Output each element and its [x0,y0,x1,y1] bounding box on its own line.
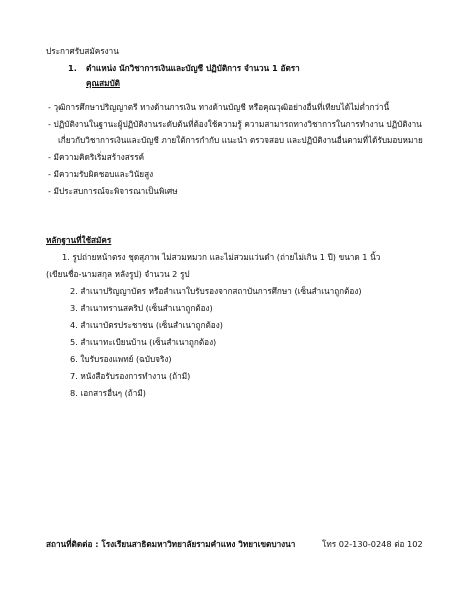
document-item: 4. สำเนาบัตรประชาชน (เซ็นสำเนาถูกต้อง) [70,320,223,330]
announcement-title: ประกาศรับสมัครงาน [46,46,119,56]
qualification-item: - วุฒิการศึกษาปริญญาตรี ทางด้านการเงิน ทางด้านบัญชี หรือคุณวุฒิอย่างอื่นที่เทียบได้ไม่ต่ำกว่านี้ [48,102,390,112]
qualification-item-continued: เกี่ยวกับวิชาการเงินและบัญชี ภายใต้การกำกับ แนะนำ ตรวจสอบ และปฏิบัติงานอื่นตามที่ได้รับมอบหมาย [58,135,423,145]
qualification-item: - ปฏิบัติงานในฐานะผู้ปฏิบัติงานระดับต้นที่ต้องใช้ความรู้ ความสามารถทางวิชาการในการทำงาน ปฏิบัติงาน [48,119,422,129]
document-item: 2. สำเนาปริญญาบัตร หรือสำเนาใบรับรองจากสถาบันการศึกษา (เซ็นสำเนาถูกต้อง) [70,286,362,296]
position-number: 1. [68,63,77,73]
document-item: 3. สำเนาทรานสคริป (เซ็นสำเนาถูกต้อง) [70,303,213,313]
position-heading [68,64,300,73]
documents-heading: หลักฐานที่ใช้สมัคร [46,235,112,245]
qualifications-heading: คุณสมบัติ [86,78,120,88]
document-item: 1. รูปถ่ายหน้าตรง ชุดสุภาพ ไม่สวมหมวก และไม่สวมแว่นดำ (ถ่ายไม่เกิน 1 ปี) ขนาด 1 นิ้ว [62,252,381,262]
document-item: 7. หนังสือรับรองการทำงาน (ถ้ามี) [70,371,191,381]
qualification-item: - มีความรับผิดชอบและวินัยสูง [48,169,154,179]
document-item: 8. เอกสารอื่นๆ (ถ้ามี) [70,388,146,398]
qualification-item: - มีความคิดริเริ่มสร้างสรรค์ [48,152,145,162]
document-item: 5. สำเนาทะเบียนบ้าน (เซ็นสำเนาถูกต้อง) [70,337,217,347]
contact-location: สถานที่ติดต่อ : โรงเรียนสาธิตมหาวิทยาลัยรามคำแหง วิทยาเขตบางนา [46,539,296,549]
document-item: 6. ใบรับรองแพทย์ (ฉบับจริง) [70,354,172,364]
contact-phone: โทร 02-130-0248 ต่อ 102 [322,539,423,549]
position-title: ตำแหน่ง นักวิชาการเงินและบัญชี ปฏิบัติการ จำนวน 1 อัตรา [86,63,300,73]
document-item-continued: (เขียนชื่อ-นามสกุล หลังรูป) จำนวน 2 รูป [46,269,190,279]
qualification-item: - มีประสบการณ์จะพิจารณาเป็นพิเศษ [48,186,178,196]
